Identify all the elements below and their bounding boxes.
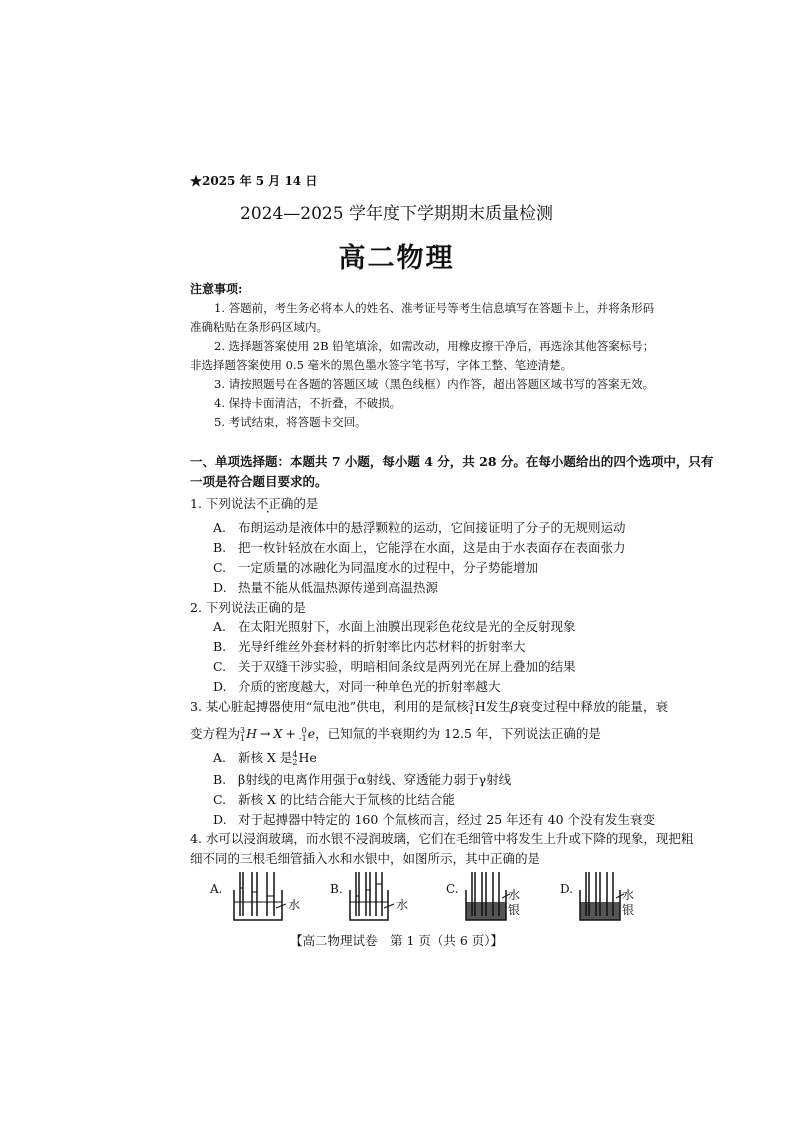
capillary-diagram [330,868,430,924]
notice-item: 3. 请按照题号在各题的答题区域（黑色线框）内作答，超出答题区域书写的答案无效。 [214,377,655,391]
question-3-option: C. 新核 X 的比结合能大于氚核的比结合能 [213,792,455,807]
nuclide-notation: 3 1 [240,725,246,743]
liquid-label: 水 [288,898,301,912]
liquid-label: 水 [396,898,409,912]
figure-label: C. [446,882,459,896]
notice-item: 5. 考试结束，将答题卡交回。 [214,415,367,429]
question-1-stem: 1. 下列说法不正确的是 [190,496,319,511]
liquid-label: 银 [622,903,635,917]
nuclide-notation: 3 1 [468,698,474,716]
subject-title: 高二物理 [338,243,455,274]
question-4-stem: 4. 水可以浸润玻璃，而水银不浸润玻璃，它们在毛细管中将发生上升或下降的现象，现把粗 [190,831,694,846]
nuclide-notation: 0 -1 [298,725,307,743]
question-3-option: B. β射线的电离作用强于α射线、穿透能力弱于γ射线 [213,772,512,787]
question-3-stem-line1: 3. 某心脏起搏器使用“氚电池”供电，利用的是氚核 3 1 H发生β衰变过程中释放的能量，衰 [190,698,668,716]
question-1-option: D. 热量不能从低温热源传递到高温热源 [213,580,439,595]
question-2-option: C. 关于双缝干涉实验，明暗相间条纹是两列光在屏上叠加的结果 [213,659,576,674]
figure-label: D. [560,882,574,896]
exam-header-title: 2024—2025 学年度下学期期末质量检测 [240,204,553,224]
question-2-option: D. 介质的密度越大，对同一种单色光的折射率越大 [213,679,501,694]
notice-item: 准确粘贴在条形码区域内。 [190,320,328,334]
question-4-stem: 细不同的三根毛细管插入水和水银中，如图所示，其中正确的是 [190,851,541,866]
liquid-label: 水 [622,888,635,902]
question-3-option: D. 对于起搏器中特定的 160 个氚核而言，经过 25 年还有 40 个没有发生衰变 [213,812,656,827]
capillary-figure-a [210,868,310,924]
notice-item: 4. 保持卡面清洁，不折叠，不破损。 [214,396,402,410]
figure-label: B. [330,882,343,896]
question-2-stem: 2. 下列说法正确的是 [190,600,306,615]
question-1-option: A. 布朗运动是液体中的悬浮颗粒的运动，它间接证明了分子的无规则运动 [213,520,626,535]
capillary-figure-d [560,868,660,924]
capillary-figure-c [446,868,546,924]
liquid-label: 银 [508,903,521,917]
question-1-option: C. 一定质量的冰融化为同温度水的过程中，分子势能增加 [213,560,539,575]
section-heading: 一、单项选择题：本题共 7 小题，每小题 4 分，共 28 分。在每小题给出的四个选项中，只有 [190,454,714,469]
notice-item: 1. 答题前，考生务必将本人的姓名、准考证号等考生信息填写在答题卡上，并将条形码 [214,301,655,315]
section-heading: 一项是符合题目要求的。 [190,474,328,489]
page-footer: 【高二物理试卷 第 1 页（共 6 页）】 [289,933,504,948]
capillary-diagram [446,868,546,924]
question-3-stem-line2: 变方程为 3 1 H → X + 0 -1 e，已知氚的半衰期约为 12.5 年，下列说法正确的是 [190,725,601,743]
exam-date: ★2025 年 5 月 14 日 [190,174,318,188]
notice-title: 注意事项: [190,282,243,296]
question-3-option: A. 新核 X 是 4 2 He [213,749,317,767]
question-2-option: A. 在太阳光照射下，水面上油膜出现彩色花纹是光的全反射现象 [213,619,576,634]
notice-item: 2. 选择题答案使用 2B 铅笔填涂，如需改动，用橡皮擦干净后，再选涂其他答案标号； [214,339,655,353]
question-2-option: B. 光导纤维丝外套材料的折射率比内芯材料的折射率大 [213,639,526,654]
question-1-option: B. 把一枚针轻放在水面上，它能浮在水面，这是由于水表面存在表面张力 [213,540,626,555]
liquid-label: 水 [508,888,521,902]
nuclide-notation: 4 2 [292,749,298,767]
capillary-diagram [560,868,660,924]
emphasis-text: 不正 [255,496,281,511]
capillary-figure-b [330,868,430,924]
notice-item: 非选择题答案使用 0.5 毫米的黑色墨水签字笔书写，字体工整、笔迹清楚。 [190,358,573,372]
figure-label: A. [210,882,223,896]
